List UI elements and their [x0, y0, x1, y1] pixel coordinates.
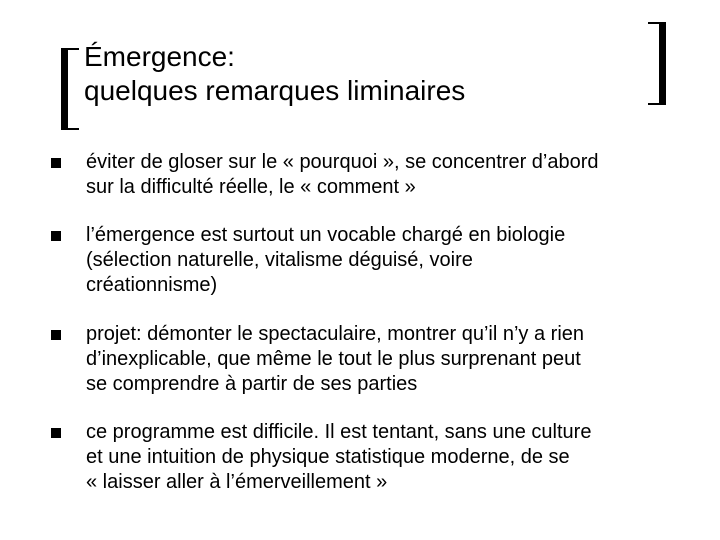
bullet-text [86, 150, 706, 200]
bullet-line: (sélection naturelle, vitalisme déguisé, voire [86, 249, 473, 271]
title-line-1: Émergence: [84, 41, 235, 72]
slide-title [84, 40, 644, 108]
title-right-bracket [648, 22, 666, 105]
title-line-2: quelques remarques liminaires [84, 75, 466, 106]
bullet-text [86, 223, 706, 298]
bullet-line: « laisser aller à l’émerveillement » [86, 471, 388, 493]
bullet-line: ce programme est difficile. Il est tentant, sans une culture [86, 421, 592, 443]
bullet-text [86, 420, 706, 495]
bullet-square-icon [51, 428, 61, 438]
bullet-line: éviter de gloser sur le « pourquoi », se concentrer d’abord [86, 151, 599, 173]
bullet-line: d’inexplicable, que même le tout le plus surprenant peut [86, 348, 581, 370]
bullet-square-icon [51, 231, 61, 241]
bullet-line: projet: démonter le spectaculaire, montrer qu’il n’y a rien [86, 323, 585, 345]
bullet-line: l’émergence est surtout un vocable chargé en biologie [86, 224, 566, 246]
bullet-square-icon [51, 158, 61, 168]
bullet-line: et une intuition de physique statistique moderne, de se [86, 446, 570, 468]
bullet-square-icon [51, 330, 61, 340]
bullet-text [86, 322, 706, 397]
title-left-bracket [61, 48, 79, 130]
bullet-line: créationnisme) [86, 274, 218, 296]
bullet-line: se comprendre à partir de ses parties [86, 373, 418, 395]
bullet-line: sur la difficulté réelle, le « comment » [86, 176, 416, 198]
